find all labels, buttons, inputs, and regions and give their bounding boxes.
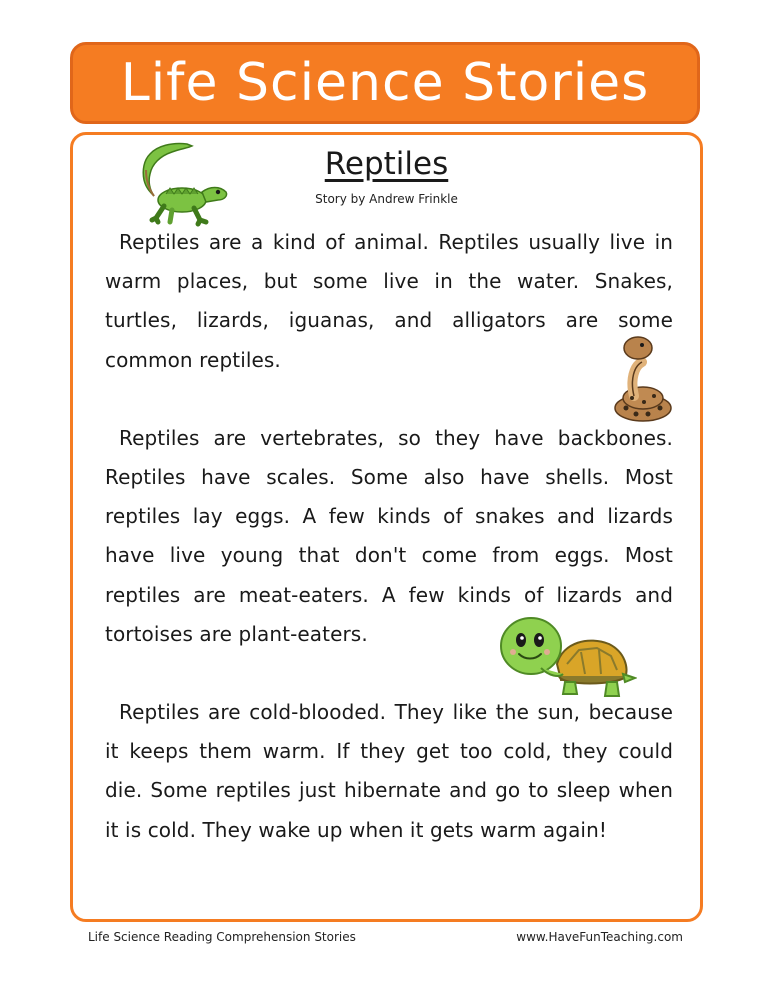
footer-series-label: Life Science Reading Comprehension Stories [88,930,356,944]
story-paragraph: Reptiles are cold-blooded. They like the sun, because it keeps them warm. If they get too cold, they could die. Some reptiles just hibernate and go to sleep when it is cold. They wake up when it gets warm again! [105,700,673,842]
story-byline: Story by Andrew Frinkle [315,192,458,206]
header-banner [70,42,700,124]
page-header-title: Life Science Stories [120,53,650,113]
story-title: Reptiles [324,146,449,182]
story-paragraph: Reptiles are a kind of animal. Reptiles usually live in warm places, but some live in the water. Snakes, turtles, lizards, iguanas, and alligators are some common reptiles. [105,230,673,372]
snake-icon [612,334,674,424]
turtle-icon [497,612,637,698]
story-body [105,223,673,850]
footer-website: www.HaveFunTeaching.com [516,930,683,944]
story-paragraph: Reptiles are vertebrates, so they have backbones. Reptiles have scales. Some also have shells. Most reptiles lay eggs. A few kinds of snakes and lizards have live young that don't come from eggs. Most reptiles are meat-eaters. A few kinds of lizards and tortoises are plant-eaters. [105,425,673,646]
